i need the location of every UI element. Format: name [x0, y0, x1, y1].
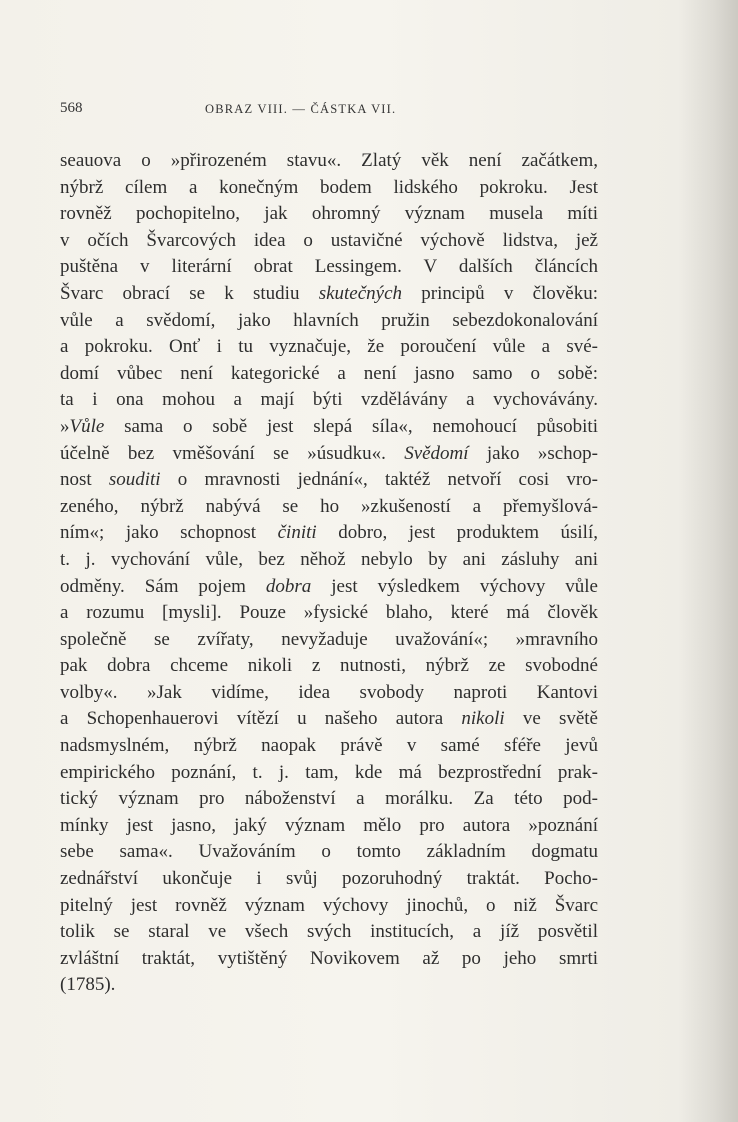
- text-line: [60, 600, 598, 627]
- text-segment: nadsmyslném, nýbrž naopak právě v samé sféře jevů: [60, 735, 598, 757]
- italic-word: Svědomí: [404, 442, 469, 464]
- text-segment: volby«. »Jak vidíme, idea svobody naproti Kantovi: [60, 681, 598, 703]
- text-line: [60, 281, 598, 308]
- text-segment: pak dobra chceme nikoli z nutnosti, nýbrž ze svobodné: [60, 655, 598, 677]
- text-line: [60, 786, 598, 813]
- text-line: [60, 441, 598, 468]
- text-segment: ta i ona mohou a mají býti vzdělávány a vychovávány.: [60, 389, 598, 411]
- text-segment: tolik se staral ve všech svých institucích, a jíž posvětil: [60, 921, 598, 943]
- italic-word: dobra: [265, 575, 312, 597]
- text-line: [60, 680, 598, 707]
- text-segment: a Schopenhauerovi vítězí u našeho autora: [60, 708, 462, 730]
- text-line: [60, 228, 598, 255]
- text-segment: ním«; jako schopnost: [60, 522, 278, 544]
- text-line: [60, 627, 598, 654]
- text-segment: jest výsledkem výchovy vůle: [311, 575, 598, 597]
- text-segment: a pokroku. Onť i tu vyznačuje, že poroučení vůle a své-: [60, 336, 598, 358]
- text-line: [60, 893, 598, 920]
- italic-word: nikoli: [461, 708, 505, 730]
- page-header: [60, 100, 660, 122]
- text-segment: domí vůbec není kategorické a není jasno samo o sobě:: [60, 362, 598, 384]
- text-line: [60, 361, 598, 388]
- text-segment: tický význam pro náboženství a morálku. Za této pod-: [60, 788, 598, 810]
- text-segment: Švarc obrací se k studiu: [60, 282, 319, 304]
- text-line: [60, 334, 598, 361]
- text-line: [60, 653, 598, 680]
- text-segment: ve světě: [504, 708, 598, 730]
- text-segment: zeného, nýbrž nabývá se ho »zkušeností a přemyšlová-: [60, 495, 598, 517]
- text-segment: jako »schop-: [468, 442, 599, 464]
- text-segment: rovněž pochopitelno, jak ohromný význam musela míti: [60, 203, 598, 225]
- text-line: [60, 467, 598, 494]
- text-line: [60, 972, 598, 999]
- text-line: [60, 387, 598, 414]
- text-segment: vůle a svědomí, jako hlavních pružin sebezdokonalování: [60, 309, 598, 331]
- text-line: [60, 706, 598, 733]
- text-line: [60, 547, 598, 574]
- text-line: [60, 919, 598, 946]
- text-segment: nost: [60, 469, 109, 491]
- italic-word: činiti: [277, 522, 317, 544]
- text-segment: společně se zvířaty, nevyžaduje uvažování«; »mravního: [60, 628, 598, 650]
- text-line: [60, 946, 598, 973]
- text-line: [60, 520, 598, 547]
- text-line: [60, 839, 598, 866]
- text-segment: puštěna v literární obrat Lessingem. V dalších článcích: [60, 256, 598, 278]
- text-line: [60, 760, 598, 787]
- text-segment: sama o sobě jest slepá síla«, nemohoucí působiti: [104, 415, 598, 437]
- text-line: [60, 866, 598, 893]
- italic-word: souditi: [108, 469, 161, 491]
- text-line: [60, 254, 598, 281]
- text-segment: nýbrž cílem a konečným bodem lidského pokroku. Jest: [60, 176, 598, 198]
- text-line: [60, 201, 598, 228]
- text-segment: mínky jest jasno, jaký význam mělo pro autora »poznání: [60, 814, 598, 836]
- text-segment: t. j. vychování vůle, bez něhož nebylo by ani zásluhy ani: [60, 548, 598, 570]
- text-segment: v očích Švarcových idea o ustavičné výchově lidstva, jež: [60, 229, 598, 251]
- text-segment: empirického poznání, t. j. tam, kde má bezprostřední prak-: [60, 761, 598, 783]
- page-gutter-shadow: [678, 0, 738, 1122]
- text-line: [60, 813, 598, 840]
- text-segment: účelně bez vměšování se »úsudku«.: [60, 442, 405, 464]
- text-segment: odměny. Sám pojem: [60, 575, 266, 597]
- text-line: [60, 733, 598, 760]
- text-segment: o mravnosti jednání«, taktéž netvoří cosi vro-: [160, 469, 598, 491]
- text-line: [60, 494, 598, 521]
- text-segment: zvláštní traktát, vytištěný Novikovem až po jeho smrti: [60, 947, 598, 969]
- text-line: [60, 308, 598, 335]
- text-line: [60, 574, 598, 601]
- body-text: [60, 148, 598, 999]
- running-head: OBRAZ VIII. — ČÁSTKA VII.: [205, 102, 397, 116]
- text-segment: (1785).: [60, 974, 116, 996]
- text-segment: zednářství ukončuje i svůj pozoruhodný traktát. Pocho-: [60, 868, 598, 890]
- text-segment: a rozumu [mysli]. Pouze »fysické blaho, které má člověk: [60, 602, 598, 624]
- text-line: [60, 175, 598, 202]
- text-line: [60, 148, 598, 175]
- text-segment: sebe sama«. Uvažováním o tomto základním dogmatu: [60, 841, 598, 863]
- text-line: [60, 414, 598, 441]
- text-segment: pitelný jest rovněž význam výchovy jinochů, o niž Švarc: [60, 894, 598, 916]
- text-segment: dobro, jest produktem úsilí,: [316, 522, 598, 544]
- italic-word: skutečných: [318, 282, 403, 304]
- text-segment: seauova o »přirozeném stavu«. Zlatý věk není začátkem,: [60, 150, 598, 171]
- text-segment: »: [60, 415, 70, 437]
- page-number: 568: [60, 100, 83, 116]
- text-segment: principů v člověku:: [402, 282, 598, 304]
- italic-word: Vůle: [69, 415, 105, 437]
